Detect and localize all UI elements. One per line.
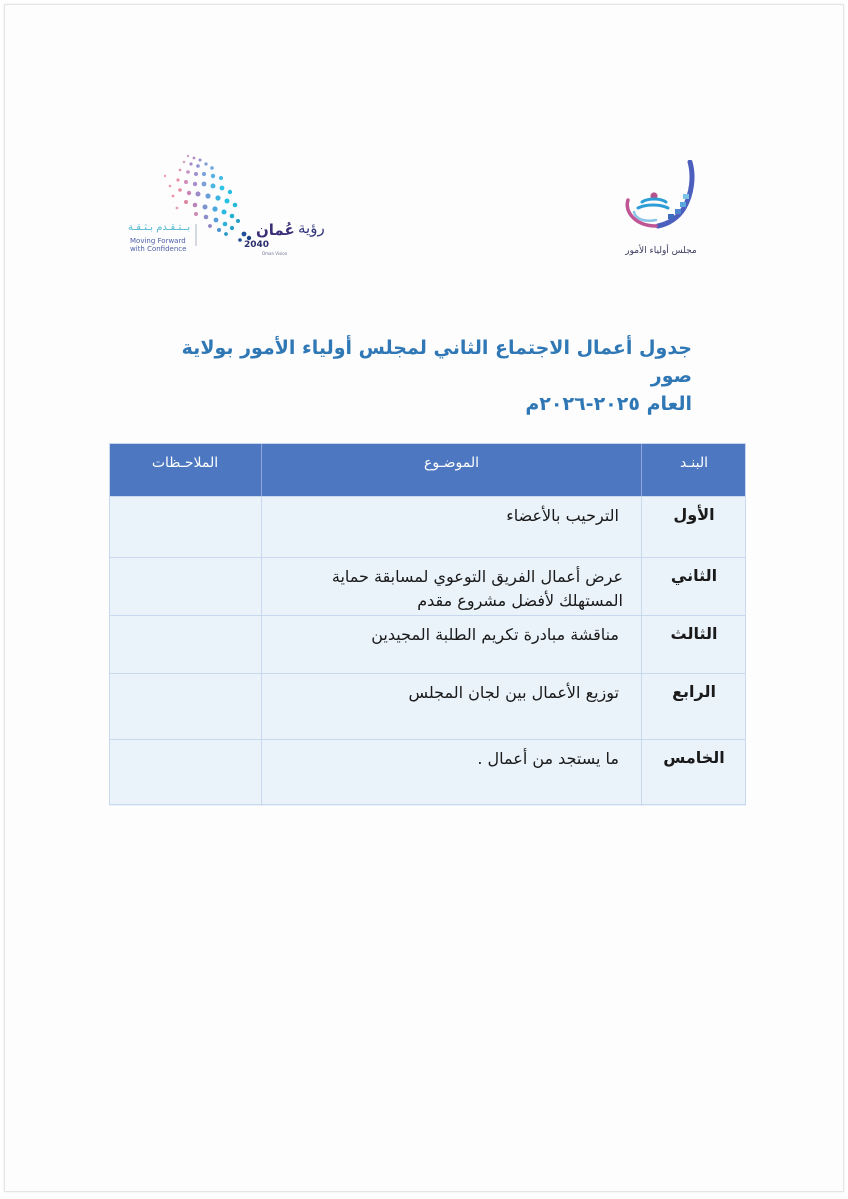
row-item: الرابع [672,682,716,701]
row-notes [109,674,261,740]
council-name: مجلس أولياء الأمور [625,246,697,256]
row-topic: ما يستجد من أعمال . [261,740,642,806]
row-item: الأول [673,505,715,524]
document-title [140,334,692,418]
header-notes: الملاحـظات [151,455,219,471]
row-item: الخامس [663,748,725,767]
row-notes [109,558,261,616]
table-row [109,615,746,674]
agenda-table [109,443,746,805]
row-topic: عرض أعمال الفريق التوعوي لمسابقة حماية المستهلك لأفضل مشروع مقدم [261,558,642,616]
table-row [109,673,746,740]
vision-tagline-en [130,237,186,253]
vision-year: 2040 [244,240,270,250]
header-topic: الموضـوع [261,443,642,496]
row-notes [109,497,261,558]
vision-sub: Oman Vision [262,251,288,256]
table-header-row [109,443,746,496]
table-row [109,496,746,558]
table-row [109,739,746,806]
vision-tagline-ar: بــتـقـدم بـثـقـة [128,222,191,233]
row-notes [109,616,261,674]
vision-city: عُمان [256,221,295,239]
row-topic: مناقشة مبادرة تكريم الطلبة المجيدين [261,616,642,674]
row-item: الثالث [670,624,718,643]
vision-tagline-en-line1: Moving Forward [130,237,186,245]
row-topic: توزيع الأعمال بين لجان المجلس [261,674,642,740]
row-item: الثاني [670,566,718,585]
row-notes [109,740,261,806]
title-line-2: العام ٢٠٢٥-٢٠٢٦م [525,393,692,415]
header-item: البنـد [679,455,709,471]
table-row [109,557,746,616]
title-line-1: جدول أعمال الاجتماع الثاني لمجلس أولياء الأمور بولاية صور [181,337,692,387]
vision-tagline-en-line2: with Confidence [130,245,187,253]
row-topic: الترحيب بالأعضاء [261,497,642,558]
vision-word: رؤية [298,219,325,237]
council-emblem-icon [620,160,710,250]
